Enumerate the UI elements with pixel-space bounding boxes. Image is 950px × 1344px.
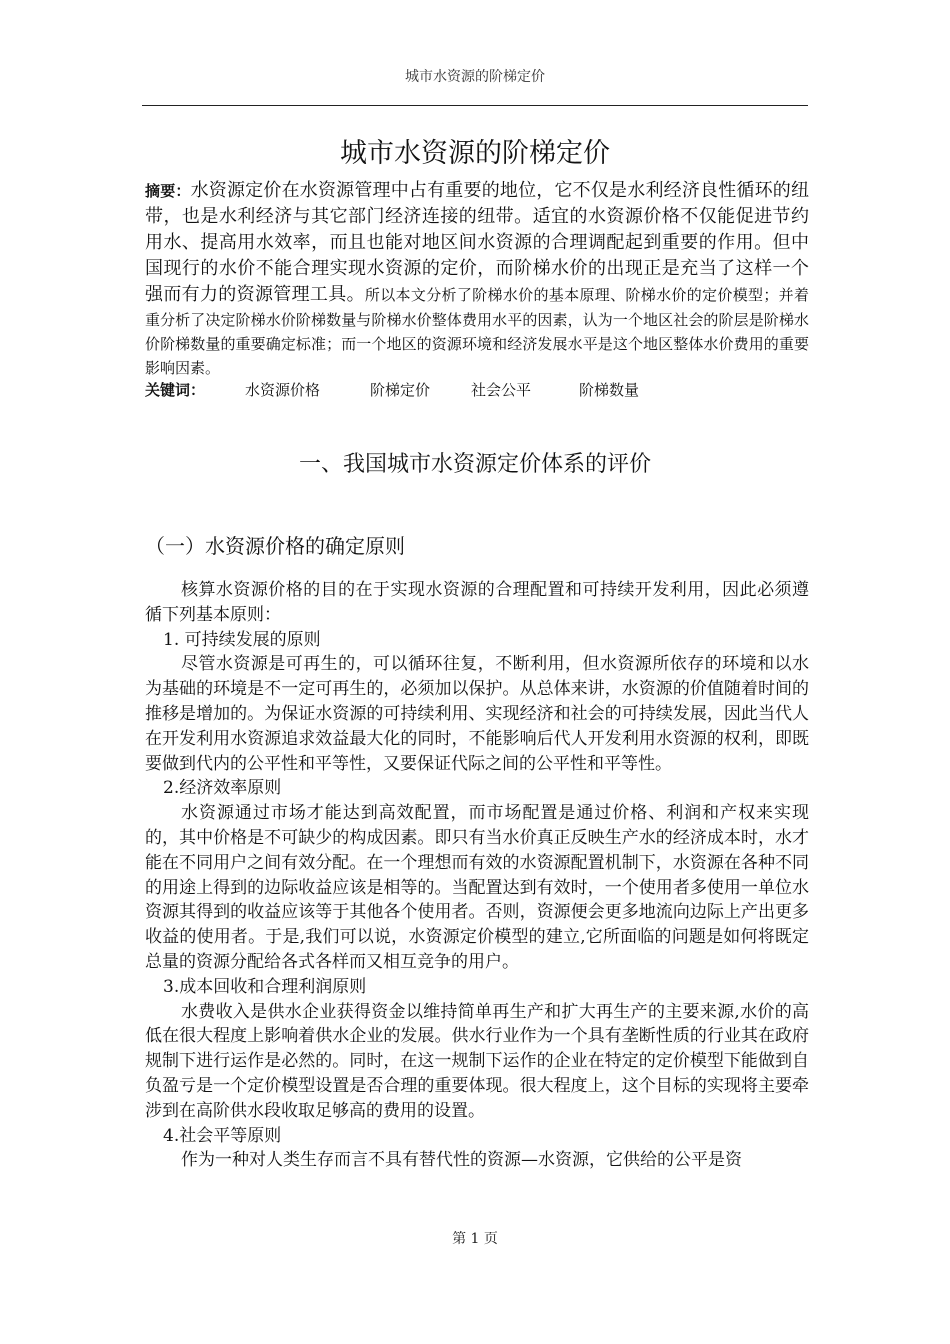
principle-4-title: 4.社会平等原则 (163, 1125, 282, 1146)
abstract-label: 摘要： (145, 182, 191, 200)
principle-1-title: 1. 可持续发展的原则 (163, 629, 321, 650)
abstract-text-continued: 所以本文分析了阶梯水价的基本原理、阶梯水价的定价模型；并着重分析了决定阶梯水价阶梯数量与阶梯水价整体费用水平的因素，认为一个地区社会的阶层是阶梯水价阶梯数量的重要确定标准；而一个地区的资源环境和经济发展水平是这个地区整体水价费用的重要影响因素。 (145, 286, 809, 377)
header-divider (142, 105, 808, 106)
keyword-item: 社会公平 (471, 381, 532, 399)
keywords-label: 关键词： (145, 381, 206, 399)
principle-4-text: 作为一种对人类生存而言不具有替代性的资源—水资源，它供给的公平是资 (181, 1150, 742, 1171)
document-title: 城市水资源的阶梯定价 (340, 138, 610, 169)
keywords (145, 378, 809, 402)
keyword-item: 水资源价格 (245, 381, 321, 399)
abstract-text-main: 水资源定价在水资源管理中占有重要的地位，它不仅是水利经济良性循环的纽带，也是水利经济与其它部门经济连接的纽带。适宜的水资源价格不仅能促进节约用水、提高用水效率，而且也能对地区间水资源的合理调配起到重要的作用。但中国现行的水价不能合理实现水资源的定价，而阶梯水价的出现正是充当了这样一个强而有力的资源管理工具。 (145, 180, 809, 305)
body-text (145, 578, 809, 1173)
principle-3-text: 水费收入是供水企业获得资金以维持简单再生产和扩大再生产的主要来源,水价的高低在很大程度上影响着供水企业的发展。供水行业作为一个具有垄断性质的行业其在政府规制下进行运作是必然的。同时，在这一规制下运作的企业在特定的定价模型下能做到自负盈亏是一个定价模型设置是否合理的重要体现。很大程度上，这个目标的实现将主要牵涉到在高阶供水段收取足够高的费用的设置。 (145, 1001, 809, 1121)
page-number: 第 1 页 (452, 1231, 498, 1247)
principle-3-title: 3.成本回收和合理利润原则 (163, 976, 367, 997)
principle-2-text: 水资源通过市场才能达到高效配置，而市场配置是通过价格、利润和产权来实现的，其中价格是不可缺少的构成因素。即只有当水价真正反映生产水的经济成本时，水才能在不同用户之间有效分配。在一个理想而有效的水资源配置机制下，水资源在各种不同的用途上得到的边际收益应该是相等的。当配置达到有效时，一个使用者多使用一单位水资源其得到的收益应该等于其他各个使用者。否则，资源便会更多地流向边际上产出更多收益的使用者。于是,我们可以说，水资源定价模型的建立,它所面临的问题是如何将既定总量的资源分配给各式各样而又相互竞争的用户。 (145, 803, 809, 972)
principle-1-text: 尽管水资源是可再生的，可以循环往复，不断利用，但水资源所依存的环境和以水为基础的环境是不一定可再生的，必须加以保护。从总体来讲，水资源的价值随着时间的推移是增加的。为保证水资源的可持续利用、实现经济和社会的可持续发展，因此当代人在开发利用水资源追求效益最大化的同时，不能影响后代人开发利用水资源的权利，即既要做到代内的公平性和平等性，又要保证代际之间的公平性和平等性。 (145, 654, 809, 774)
section-heading: 一、我国城市水资源定价体系的评价 (298, 452, 651, 477)
abstract (145, 178, 809, 380)
keyword-item: 阶梯数量 (579, 381, 640, 399)
intro-paragraph: 核算水资源价格的目的在于实现水资源的合理配置和可持续开发利用，因此必须遵循下列基本原则： (145, 580, 809, 625)
principle-2-title: 2.经济效率原则 (163, 778, 282, 799)
running-header: 城市水资源的阶梯定价 (405, 69, 545, 85)
subsection-heading: （一）水资源价格的确定原则 (145, 534, 405, 558)
keyword-item: 阶梯定价 (370, 381, 431, 399)
